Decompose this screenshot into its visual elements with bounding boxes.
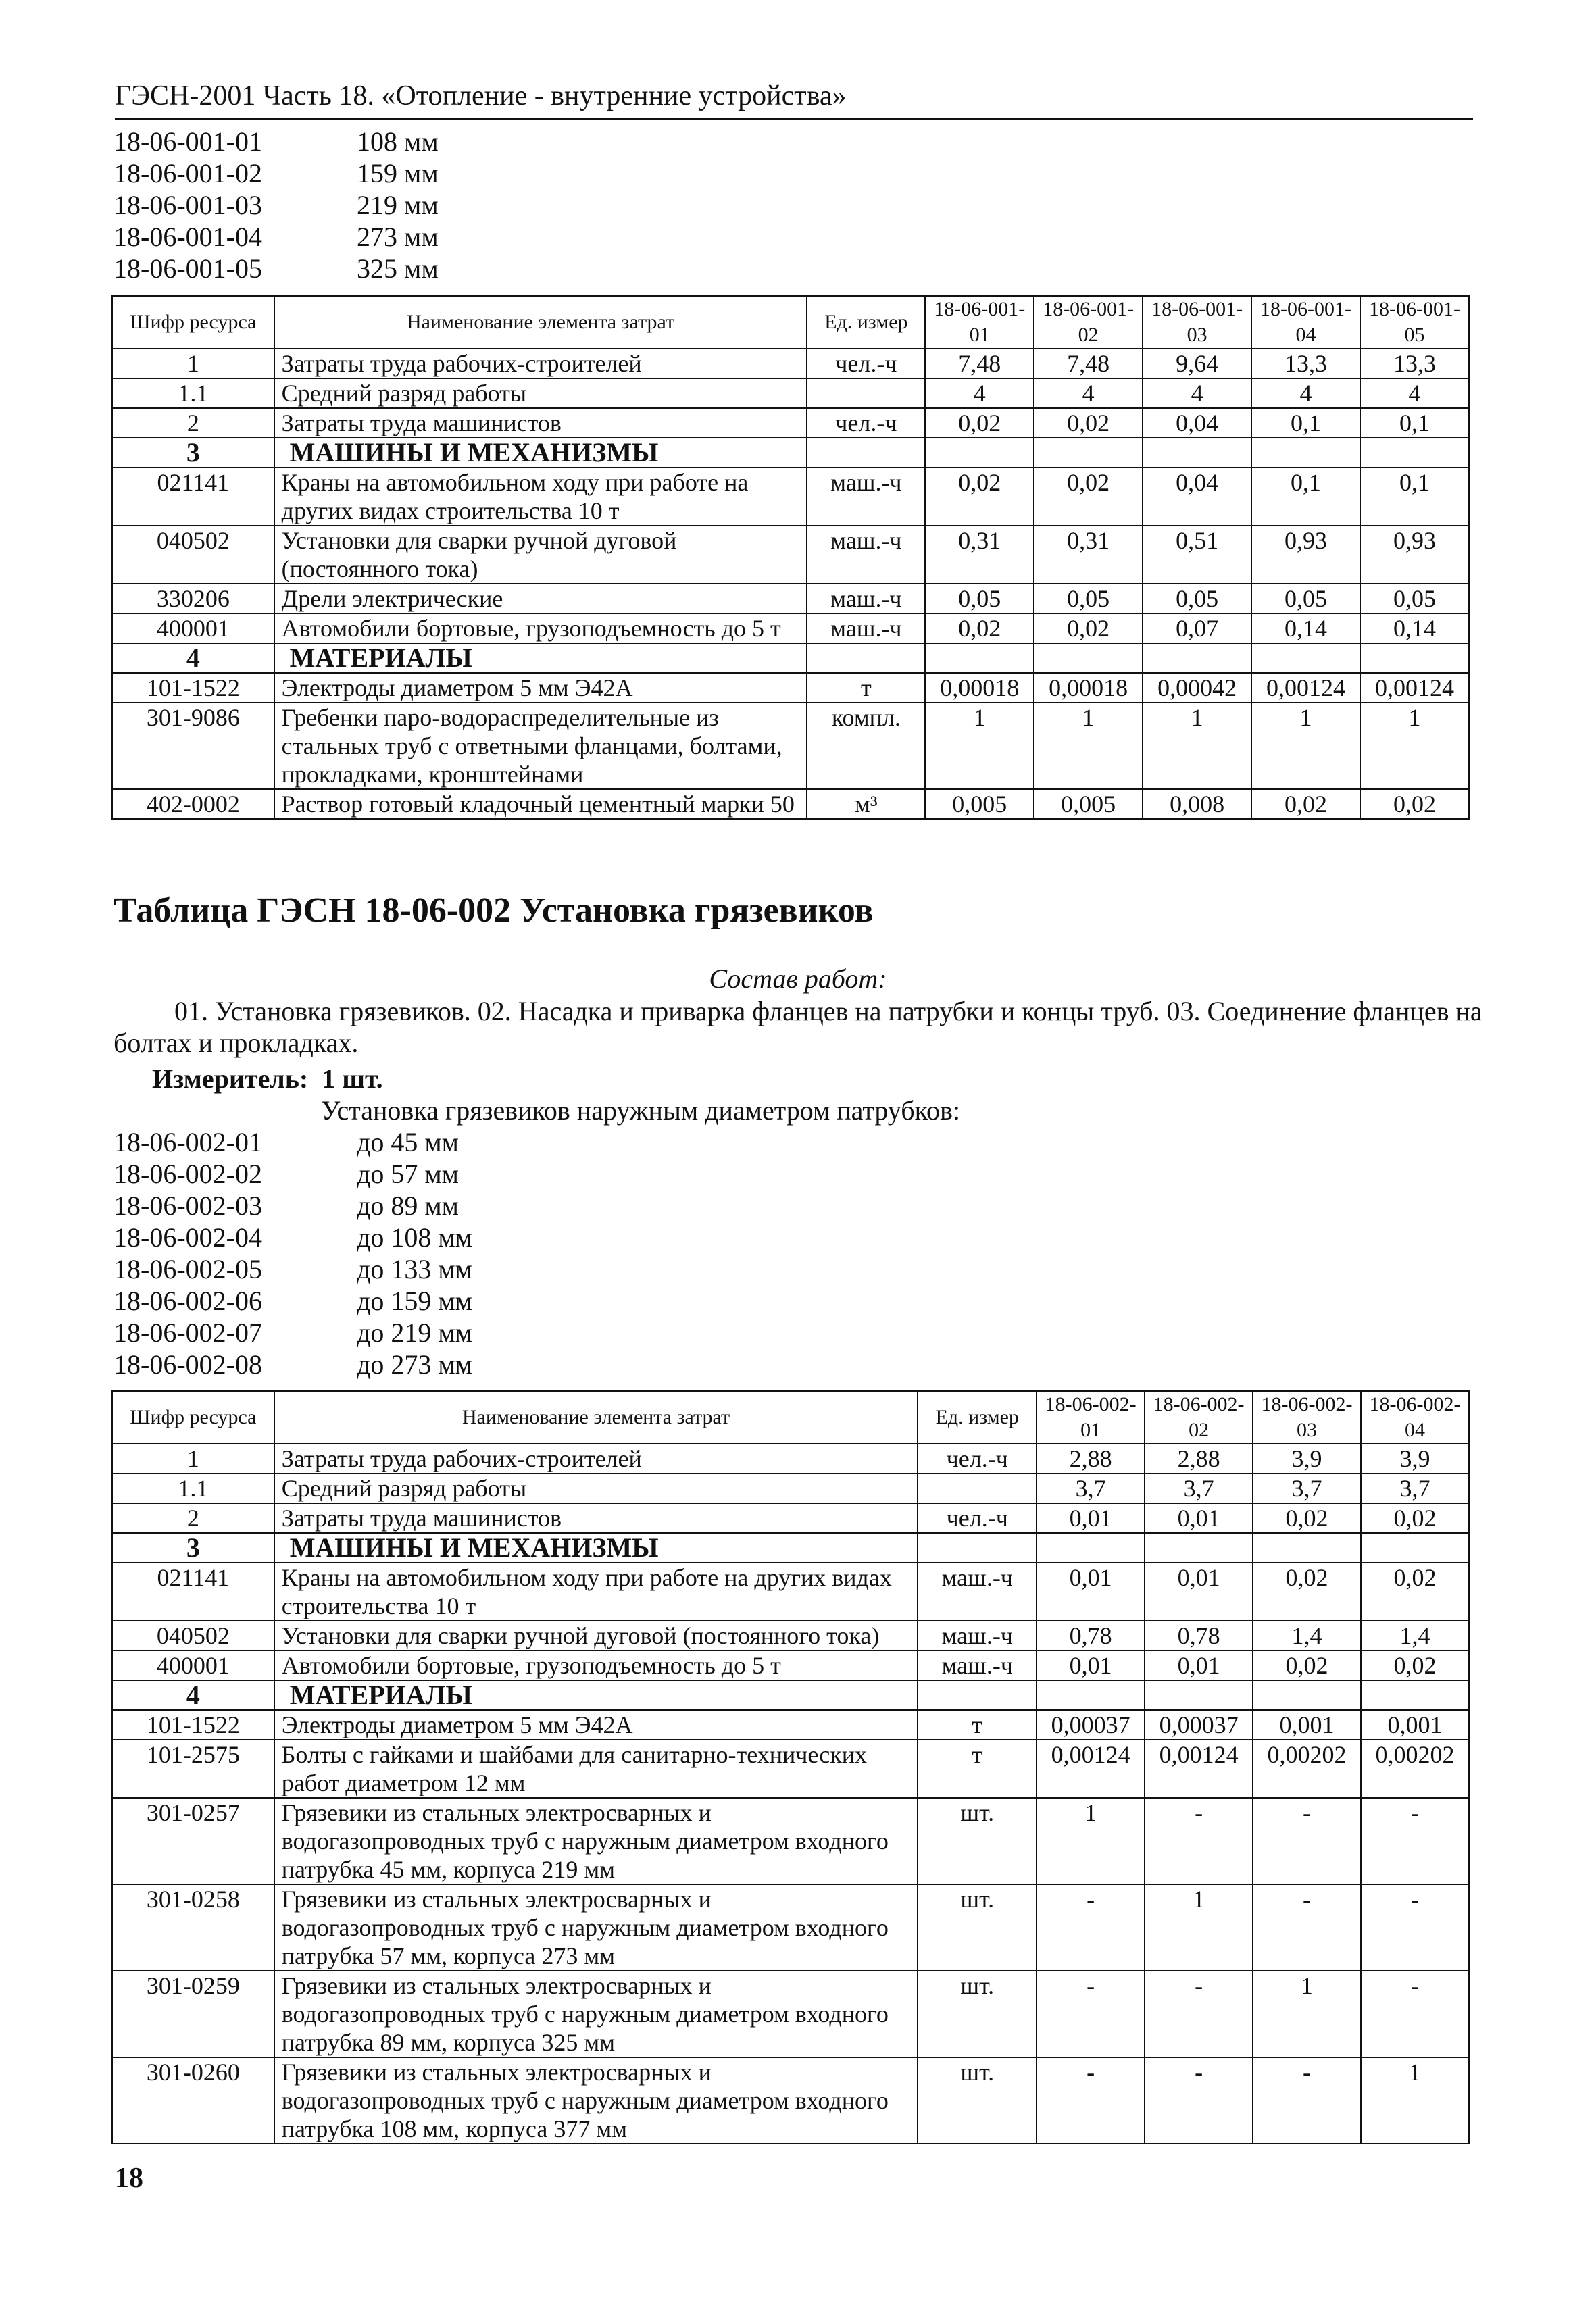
cell-name: Установки для сварки ручной дуговой (постоянного тока): [274, 526, 807, 584]
cell-value: 0,00124: [1251, 673, 1360, 703]
cell-value: [1360, 643, 1469, 673]
cell-value: 0,1: [1360, 468, 1469, 526]
table-row: [112, 1971, 1469, 2057]
cell-code: 1: [112, 1444, 274, 1474]
code-description: до 133 мм: [357, 1254, 472, 1284]
cell-value: 1: [1251, 703, 1360, 789]
cell-value: [925, 643, 1034, 673]
cell-value: 3,7: [1361, 1474, 1469, 1503]
cell-name: Затраты труда машинистов: [274, 1503, 918, 1533]
cell-value: 0,00042: [1143, 673, 1251, 703]
code-description: 108 мм: [357, 126, 439, 157]
cell-value: 0,51: [1143, 526, 1251, 584]
cell-value: 3,7: [1037, 1474, 1145, 1503]
table-row: [112, 378, 1469, 408]
cell-name: Затраты труда машинистов: [274, 408, 807, 438]
table-row: [112, 1621, 1469, 1651]
cell-value: 1: [925, 703, 1034, 789]
table-row: [112, 1798, 1469, 1884]
cell-value: 4: [925, 378, 1034, 408]
page-number: 18: [115, 2163, 143, 2194]
cell-value: 0,07: [1143, 613, 1251, 643]
table-row: [112, 2057, 1469, 2144]
code-row: [114, 1158, 472, 1190]
cell-unit: м³: [807, 789, 925, 819]
cell-code: 301-0258: [112, 1884, 274, 1971]
cell-value: 0,00202: [1361, 1740, 1469, 1798]
cell-value: 0,93: [1360, 526, 1469, 584]
cell-unit: [918, 1474, 1037, 1503]
code-number: 18-06-002-08: [114, 1349, 262, 1380]
cell-unit: маш.-ч: [807, 468, 925, 526]
cell-value: 0,01: [1145, 1503, 1253, 1533]
cell-value: -: [1145, 1971, 1253, 2057]
table-row: [112, 1740, 1469, 1798]
cell-value: 0,02: [925, 613, 1034, 643]
cell-unit: чел.-ч: [918, 1503, 1037, 1533]
cell-value: 13,3: [1251, 349, 1360, 378]
cell-code: 301-0260: [112, 2057, 274, 2144]
code-row: [114, 253, 439, 284]
cell-name: Затраты труда рабочих-строителей: [274, 1444, 918, 1474]
cell-name: Средний разряд работы: [274, 378, 807, 408]
cell-unit: чел.-ч: [807, 349, 925, 378]
table-row: [112, 1651, 1469, 1680]
cell-value: 0,00018: [925, 673, 1034, 703]
code-description: 159 мм: [357, 158, 439, 188]
cell-value: 0,02: [1034, 468, 1143, 526]
cell-code: 301-9086: [112, 703, 274, 789]
cell-code: 4: [112, 1680, 274, 1710]
code-number: 18-06-002-02: [114, 1159, 262, 1189]
cell-code: 101-1522: [112, 1710, 274, 1740]
cell-code: 400001: [112, 1651, 274, 1680]
cell-value: 4: [1251, 378, 1360, 408]
cell-value: 0,00124: [1037, 1740, 1145, 1798]
table-title: Таблица ГЭСН 18-06-002 Установка грязевиков: [114, 891, 874, 930]
cell-value: 1: [1253, 1971, 1361, 2057]
code-row: [114, 1190, 472, 1222]
cell-name: Болты с гайками и шайбами для санитарно-технических работ диаметром 12 мм: [274, 1740, 918, 1798]
code-description: до 108 мм: [357, 1222, 472, 1253]
cell-code: 101-2575: [112, 1740, 274, 1798]
cell-value: 0,01: [1145, 1651, 1253, 1680]
cell-value: 0,00202: [1253, 1740, 1361, 1798]
code-list-18-06-001: [114, 126, 439, 284]
cell-value: 0,00124: [1360, 673, 1469, 703]
table-row: [112, 408, 1469, 438]
cell-value: -: [1361, 1798, 1469, 1884]
cell-value: 0,001: [1361, 1710, 1469, 1740]
cell-value: 1: [1361, 2057, 1469, 2144]
cell-name: Грязевики из стальных электросварных и водогазопроводных труб с наружным диаметром входного патрубка 89 мм, корпуса 325 мм: [274, 1971, 918, 2057]
cell-unit: маш.-ч: [807, 584, 925, 613]
cell-value: 0,00124: [1145, 1740, 1253, 1798]
cell-name: Электроды диаметром 5 мм Э42А: [274, 1710, 918, 1740]
cell-value: 0,02: [1253, 1503, 1361, 1533]
cell-value: 2,88: [1145, 1444, 1253, 1474]
cell-code: 330206: [112, 584, 274, 613]
cell-value: [1251, 438, 1360, 468]
header-col: 18-06-001-02: [1034, 296, 1143, 349]
header-unit: Ед. измер: [918, 1391, 1037, 1444]
cell-value: 0,01: [1145, 1563, 1253, 1621]
header-unit: Ед. измер: [807, 296, 925, 349]
code-number: 18-06-001-05: [114, 253, 262, 284]
cell-code: 4: [112, 643, 274, 673]
table-row: [112, 1563, 1469, 1621]
cell-value: 7,48: [925, 349, 1034, 378]
cell-value: 3,9: [1361, 1444, 1469, 1474]
cell-unit: маш.-ч: [807, 526, 925, 584]
cell-unit: шт.: [918, 1971, 1037, 2057]
table-row: [112, 643, 1469, 673]
cell-code: 2: [112, 408, 274, 438]
cell-value: -: [1253, 2057, 1361, 2144]
cell-value: -: [1037, 1971, 1145, 2057]
cell-unit: маш.-ч: [918, 1651, 1037, 1680]
cell-value: [1145, 1533, 1253, 1563]
header-col: 18-06-002-03: [1253, 1391, 1361, 1444]
cell-code: 301-0257: [112, 1798, 274, 1884]
cell-value: 13,3: [1360, 349, 1469, 378]
codes-intro: Установка грязевиков наружным диаметром патрубков:: [321, 1095, 961, 1126]
cell-name: Затраты труда рабочих-строителей: [274, 349, 807, 378]
cell-value: 0,04: [1143, 468, 1251, 526]
cell-value: 3,9: [1253, 1444, 1361, 1474]
header-code: Шифр ресурса: [112, 1391, 274, 1444]
cell-value: [1251, 643, 1360, 673]
cell-value: 0,01: [1037, 1503, 1145, 1533]
cell-unit: [807, 438, 925, 468]
cell-code: 1: [112, 349, 274, 378]
cell-name: Автомобили бортовые, грузоподъемность до 5 т: [274, 613, 807, 643]
cell-value: 1: [1037, 1798, 1145, 1884]
cell-name: Краны на автомобильном ходу при работе на других видах строительства 10 т: [274, 468, 807, 526]
cell-value: 0,02: [1253, 1563, 1361, 1621]
code-number: 18-06-001-04: [114, 222, 262, 252]
code-description: 273 мм: [357, 222, 439, 252]
header-col: 18-06-002-01: [1037, 1391, 1145, 1444]
resource-table-18-06-002: [111, 1390, 1470, 2144]
cell-code: 400001: [112, 613, 274, 643]
code-number: 18-06-002-07: [114, 1317, 262, 1348]
cell-value: 0,14: [1251, 613, 1360, 643]
code-row: [114, 1285, 472, 1317]
cell-value: 0,1: [1251, 408, 1360, 438]
cell-value: 1: [1145, 1884, 1253, 1971]
cell-unit: маш.-ч: [918, 1621, 1037, 1651]
code-row: [114, 1126, 472, 1158]
cell-name: Грязевики из стальных электросварных и водогазопроводных труб с наружным диаметром входного патрубка 57 мм, корпуса 273 мм: [274, 1884, 918, 1971]
code-number: 18-06-001-01: [114, 126, 262, 157]
table-row: [112, 613, 1469, 643]
cell-code: 101-1522: [112, 673, 274, 703]
cell-value: 0,005: [1034, 789, 1143, 819]
code-description: 219 мм: [357, 190, 439, 220]
cell-name: Грязевики из стальных электросварных и водогазопроводных труб с наружным диаметром входного патрубка 45 мм, корпуса 219 мм: [274, 1798, 918, 1884]
cell-value: 0,02: [1361, 1563, 1469, 1621]
cell-value: -: [1361, 1884, 1469, 1971]
cell-value: [1037, 1680, 1145, 1710]
cell-code: 1.1: [112, 378, 274, 408]
table-row: [112, 438, 1469, 468]
cell-value: [1034, 438, 1143, 468]
cell-unit: чел.-ч: [918, 1444, 1037, 1474]
cell-code: 1.1: [112, 1474, 274, 1503]
cell-value: 0,01: [1037, 1563, 1145, 1621]
cell-name: МАТЕРИАЛЫ: [274, 643, 807, 673]
cell-value: 0,00018: [1034, 673, 1143, 703]
cell-value: 0,005: [925, 789, 1034, 819]
cell-value: -: [1361, 1971, 1469, 2057]
cell-value: [1361, 1533, 1469, 1563]
cell-value: 0,78: [1037, 1621, 1145, 1651]
cell-value: 9,64: [1143, 349, 1251, 378]
cell-name: Средний разряд работы: [274, 1474, 918, 1503]
cell-name: Электроды диаметром 5 мм Э42А: [274, 673, 807, 703]
cell-value: 0,05: [925, 584, 1034, 613]
cell-value: [1361, 1680, 1469, 1710]
header-col: 18-06-001-01: [925, 296, 1034, 349]
code-number: 18-06-002-04: [114, 1222, 262, 1253]
cell-value: 0,02: [1034, 408, 1143, 438]
code-description: до 219 мм: [357, 1317, 472, 1348]
cell-value: 1: [1034, 703, 1143, 789]
cell-unit: [918, 1533, 1037, 1563]
cell-unit: шт.: [918, 1798, 1037, 1884]
cell-value: 0,05: [1251, 584, 1360, 613]
cell-value: -: [1145, 1798, 1253, 1884]
cell-code: 021141: [112, 468, 274, 526]
cell-name: Дрели электрические: [274, 584, 807, 613]
cell-value: 1,4: [1253, 1621, 1361, 1651]
code-description: до 159 мм: [357, 1286, 472, 1316]
cell-unit: шт.: [918, 1884, 1037, 1971]
cell-value: 0,93: [1251, 526, 1360, 584]
header-code: Шифр ресурса: [112, 296, 274, 349]
cell-value: 3,7: [1145, 1474, 1253, 1503]
table-row: [112, 1884, 1469, 1971]
cell-value: 0,1: [1360, 408, 1469, 438]
code-row: [114, 157, 439, 189]
cell-code: 301-0259: [112, 1971, 274, 2057]
code-description: до 57 мм: [357, 1159, 459, 1189]
cell-value: [1145, 1680, 1253, 1710]
cell-value: 0,02: [925, 468, 1034, 526]
code-number: 18-06-001-03: [114, 190, 262, 220]
header-col: 18-06-002-04: [1361, 1391, 1469, 1444]
cell-value: 0,001: [1253, 1710, 1361, 1740]
cell-value: 4: [1034, 378, 1143, 408]
cell-code: 040502: [112, 1621, 274, 1651]
cell-unit: чел.-ч: [807, 408, 925, 438]
cell-value: 0,78: [1145, 1621, 1253, 1651]
cell-name: Гребенки паро-водораспределительные из стальных труб с ответными фланцами, болтами, прокладками, кронштейнами: [274, 703, 807, 789]
cell-value: [925, 438, 1034, 468]
cell-value: 0,31: [1034, 526, 1143, 584]
header-name: Наименование элемента затрат: [274, 296, 807, 349]
cell-unit: [918, 1680, 1037, 1710]
cell-value: [1143, 438, 1251, 468]
cell-name: Раствор готовый кладочный цементный марки 50: [274, 789, 807, 819]
cell-value: 1: [1143, 703, 1251, 789]
cell-name: МАШИНЫ И МЕХАНИЗМЫ: [274, 438, 807, 468]
cell-value: 0,02: [1034, 613, 1143, 643]
cell-name: МАШИНЫ И МЕХАНИЗМЫ: [274, 1533, 918, 1563]
code-description: до 89 мм: [357, 1190, 459, 1221]
measure-value: 1 шт.: [322, 1063, 383, 1094]
cell-code: 3: [112, 1533, 274, 1563]
header-row: [112, 296, 1469, 349]
code-row: [114, 1317, 472, 1349]
cell-code: 3: [112, 438, 274, 468]
page-header: ГЭСН-2001 Часть 18. «Отопление - внутренние устройства»: [115, 80, 1473, 120]
cell-value: 3,7: [1253, 1474, 1361, 1503]
code-row: [114, 189, 439, 221]
cell-value: 0,02: [1253, 1651, 1361, 1680]
table-row: [112, 1503, 1469, 1533]
cell-value: 0,05: [1360, 584, 1469, 613]
cell-code: 402-0002: [112, 789, 274, 819]
measure-unit: [152, 1063, 383, 1095]
code-number: 18-06-001-02: [114, 158, 262, 188]
cell-value: -: [1037, 2057, 1145, 2144]
table-row: [112, 1680, 1469, 1710]
cell-value: [1360, 438, 1469, 468]
cell-value: 1: [1360, 703, 1469, 789]
cell-value: 0,02: [1361, 1651, 1469, 1680]
cell-value: 0,00037: [1037, 1710, 1145, 1740]
code-description: до 45 мм: [357, 1127, 459, 1157]
cell-value: 0,04: [1143, 408, 1251, 438]
table-row: [112, 526, 1469, 584]
header-col: 18-06-001-04: [1251, 296, 1360, 349]
cell-value: 4: [1143, 378, 1251, 408]
cell-value: [1034, 643, 1143, 673]
cell-value: 0,02: [1361, 1503, 1469, 1533]
table-row: [112, 703, 1469, 789]
code-number: 18-06-002-05: [114, 1254, 262, 1284]
measure-label: Измеритель:: [152, 1063, 309, 1094]
cell-value: [1143, 643, 1251, 673]
cell-value: [1253, 1680, 1361, 1710]
cell-value: 0,14: [1360, 613, 1469, 643]
cell-value: 0,02: [1360, 789, 1469, 819]
code-number: 18-06-002-01: [114, 1127, 262, 1157]
header-col: 18-06-002-02: [1145, 1391, 1253, 1444]
table-row: [112, 1533, 1469, 1563]
cell-value: 0,05: [1143, 584, 1251, 613]
cell-value: -: [1253, 1798, 1361, 1884]
code-row: [114, 126, 439, 157]
code-number: 18-06-002-03: [114, 1190, 262, 1221]
work-composition-text: 01. Установка грязевиков. 02. Насадка и приварка фланцев на патрубки и концы труб. 03. Соединение фланцев на болтах и прокладках.: [114, 996, 1482, 1058]
cell-unit: маш.-ч: [807, 613, 925, 643]
code-description: до 273 мм: [357, 1349, 472, 1380]
cell-value: 2,88: [1037, 1444, 1145, 1474]
cell-name: Грязевики из стальных электросварных и водогазопроводных труб с наружным диаметром входного патрубка 108 мм, корпуса 377 мм: [274, 2057, 918, 2144]
cell-code: 040502: [112, 526, 274, 584]
cell-name: Краны на автомобильном ходу при работе на других видах строительства 10 т: [274, 1563, 918, 1621]
cell-value: 0,01: [1037, 1651, 1145, 1680]
table-row: [112, 789, 1469, 819]
cell-unit: т: [918, 1740, 1037, 1798]
code-row: [114, 1253, 472, 1285]
cell-value: 4: [1360, 378, 1469, 408]
table-row: [112, 349, 1469, 378]
cell-code: 021141: [112, 1563, 274, 1621]
header-row: [112, 1391, 1469, 1444]
cell-value: 7,48: [1034, 349, 1143, 378]
header-col: 18-06-001-03: [1143, 296, 1251, 349]
table-row: [112, 1474, 1469, 1503]
cell-value: 0,00037: [1145, 1710, 1253, 1740]
code-row: [114, 1222, 472, 1253]
cell-code: 2: [112, 1503, 274, 1533]
cell-value: -: [1145, 2057, 1253, 2144]
cell-value: 0,05: [1034, 584, 1143, 613]
cell-unit: маш.-ч: [918, 1563, 1037, 1621]
table-row: [112, 1710, 1469, 1740]
cell-unit: шт.: [918, 2057, 1037, 2144]
code-row: [114, 1349, 472, 1380]
cell-unit: [807, 378, 925, 408]
cell-value: -: [1037, 1884, 1145, 1971]
cell-name: Установки для сварки ручной дуговой (постоянного тока): [274, 1621, 918, 1651]
cell-value: 0,02: [925, 408, 1034, 438]
cell-unit: [807, 643, 925, 673]
cell-value: 0,31: [925, 526, 1034, 584]
cell-value: -: [1253, 1884, 1361, 1971]
work-composition-heading: Состав работ:: [709, 963, 887, 994]
code-number: 18-06-002-06: [114, 1286, 262, 1316]
cell-unit: т: [918, 1710, 1037, 1740]
cell-value: 1,4: [1361, 1621, 1469, 1651]
table-row: [112, 468, 1469, 526]
resource-table-18-06-001: [111, 295, 1470, 820]
cell-unit: т: [807, 673, 925, 703]
cell-unit: компл.: [807, 703, 925, 789]
cell-value: 0,008: [1143, 789, 1251, 819]
cell-value: [1253, 1533, 1361, 1563]
code-list-18-06-002: [114, 1126, 472, 1380]
cell-value: [1037, 1533, 1145, 1563]
code-description: 325 мм: [357, 253, 439, 284]
cell-name: Автомобили бортовые, грузоподъемность до 5 т: [274, 1651, 918, 1680]
table-row: [112, 584, 1469, 613]
cell-value: 0,02: [1251, 789, 1360, 819]
code-row: [114, 221, 439, 253]
table-row: [112, 1444, 1469, 1474]
header-name: Наименование элемента затрат: [274, 1391, 918, 1444]
table-row: [112, 673, 1469, 703]
cell-name: МАТЕРИАЛЫ: [274, 1680, 918, 1710]
header-col: 18-06-001-05: [1360, 296, 1469, 349]
cell-value: 0,1: [1251, 468, 1360, 526]
